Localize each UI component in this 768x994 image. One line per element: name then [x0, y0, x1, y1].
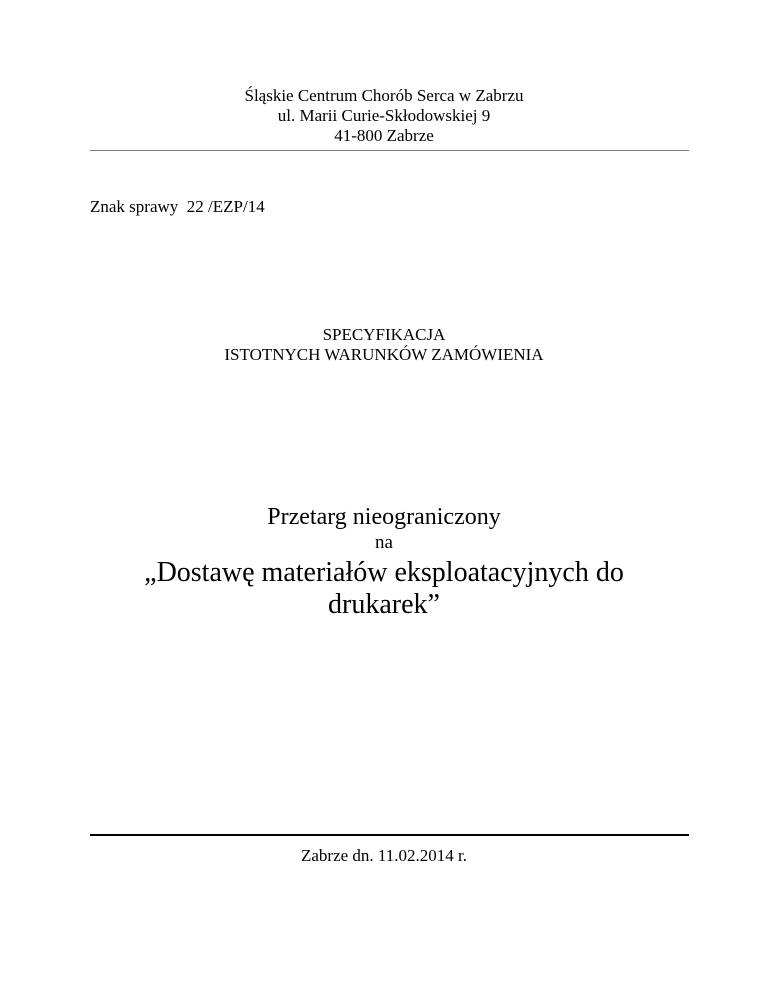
tender-subject: „Dostawę materiałów eksploatacyjnych do drukarek” [144, 557, 624, 620]
tender-type: Przetarg nieograniczony [267, 504, 501, 530]
specification-title-line1: SPECYFIKACJA [322, 325, 446, 344]
document-date: Zabrze dn. 11.02.2014 r. [300, 846, 468, 865]
institution-street: ul. Marii Curie-Skłodowskiej 9 [277, 106, 491, 125]
institution-name: Śląskie Centrum Chorób Serca w Zabrzu [244, 86, 524, 105]
institution-header [0, 86, 768, 146]
case-number: Znak sprawy 22 /EZP/14 [90, 197, 265, 216]
footer-divider [90, 834, 689, 836]
tender-block [0, 503, 768, 621]
institution-city: 41-800 Zabrze [334, 126, 434, 145]
header-divider [90, 150, 689, 151]
specification-title-line2: ISTOTNYCH WARUNKÓW ZAMÓWIENIA [224, 345, 544, 364]
specification-title [0, 325, 768, 365]
tender-connector: na [375, 532, 393, 553]
